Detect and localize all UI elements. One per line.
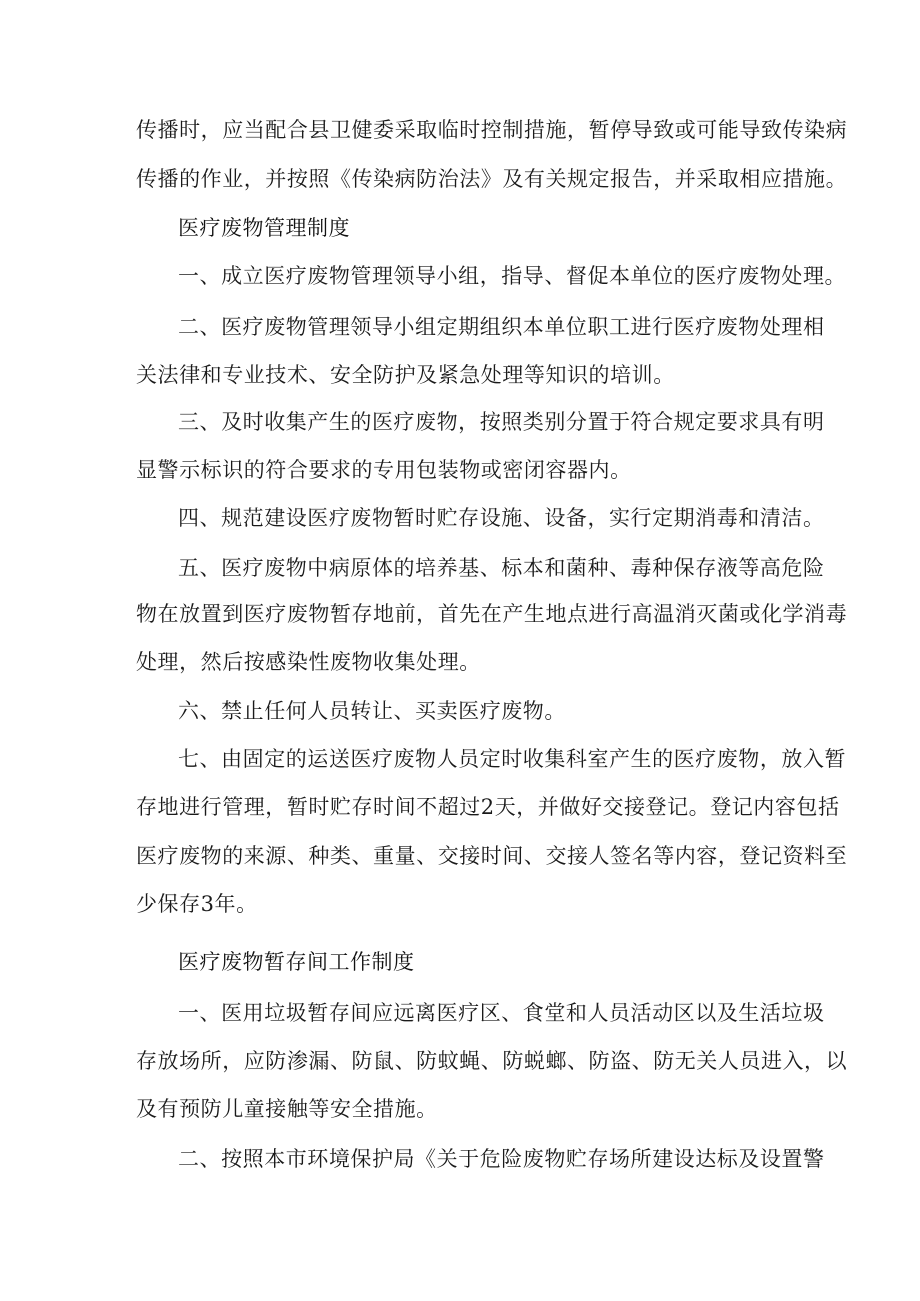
paragraph-line: 少保存3年。 [136, 892, 258, 916]
paragraph-line: 二、按照本市环境保护局《关于危险废物贮存场所建设达标及设置警 [178, 1147, 825, 1171]
paragraph-line: 二、医疗废物管理领导小组定期组织本单位职工进行医疗废物处理相 [178, 315, 825, 339]
section-heading-waste-storage-room: 医疗废物暂存间工作制度 [178, 950, 415, 974]
paragraph-line: 七、由固定的运送医疗废物人员定时收集科室产生的医疗废物，放入暂 [178, 747, 847, 771]
paragraph-line: 一、医用垃圾暂存间应远离医疗区、食堂和人员活动区以及生活垃圾 [178, 1001, 825, 1025]
paragraph-line: 及有预防儿童接触等安全措施。 [136, 1097, 438, 1121]
paragraph-line: 处理，然后按感染性废物收集处理。 [136, 650, 481, 674]
intro-line-1: 传播时，应当配合县卫健委采取临时控制措施，暂停导致或可能导致传染病 [136, 118, 848, 142]
section-heading-medical-waste-management: 医疗废物管理制度 [178, 216, 350, 240]
paragraph-line: 四、规范建设医疗废物暂时贮存设施、设备，实行定期消毒和清洁。 [178, 506, 825, 530]
intro-line-2: 传播的作业，并按照《传染病防治法》及有关规定报告，并采取相应措施。 [136, 167, 848, 191]
paragraph-line: 存放场所，应防渗漏、防鼠、防蚊蝇、防蜕螂、防盗、防无关人员进入，以 [136, 1049, 848, 1073]
paragraph-line: 关法律和专业技术、安全防护及紧急处理等知识的培训。 [136, 363, 675, 387]
paragraph-line: 医疗废物的来源、种类、重量、交接时间、交接人签名等内容，登记资料至 [136, 844, 848, 868]
paragraph-line: 六、禁止任何人员转让、买卖医疗废物。 [178, 699, 566, 723]
paragraph-line: 物在放置到医疗废物暂存地前，首先在产生地点进行高温消灭菌或化学消毒 [136, 602, 848, 626]
paragraph-line: 五、医疗废物中病原体的培养基、标本和菌种、毒种保存液等高危险 [178, 556, 825, 580]
paragraph-line: 存地进行管理，暂时贮存时间不超过2天，并做好交接登记。登记内容包括 [136, 795, 840, 819]
paragraph-line: 三、及时收集产生的医疗废物，按照类别分置于符合规定要求具有明 [178, 410, 825, 434]
paragraph-line: 一、成立医疗废物管理领导小组，指导、督促本单位的医疗废物处理。 [178, 264, 847, 288]
paragraph-line: 显警示标识的符合要求的专用包装物或密闭容器内。 [136, 458, 632, 482]
